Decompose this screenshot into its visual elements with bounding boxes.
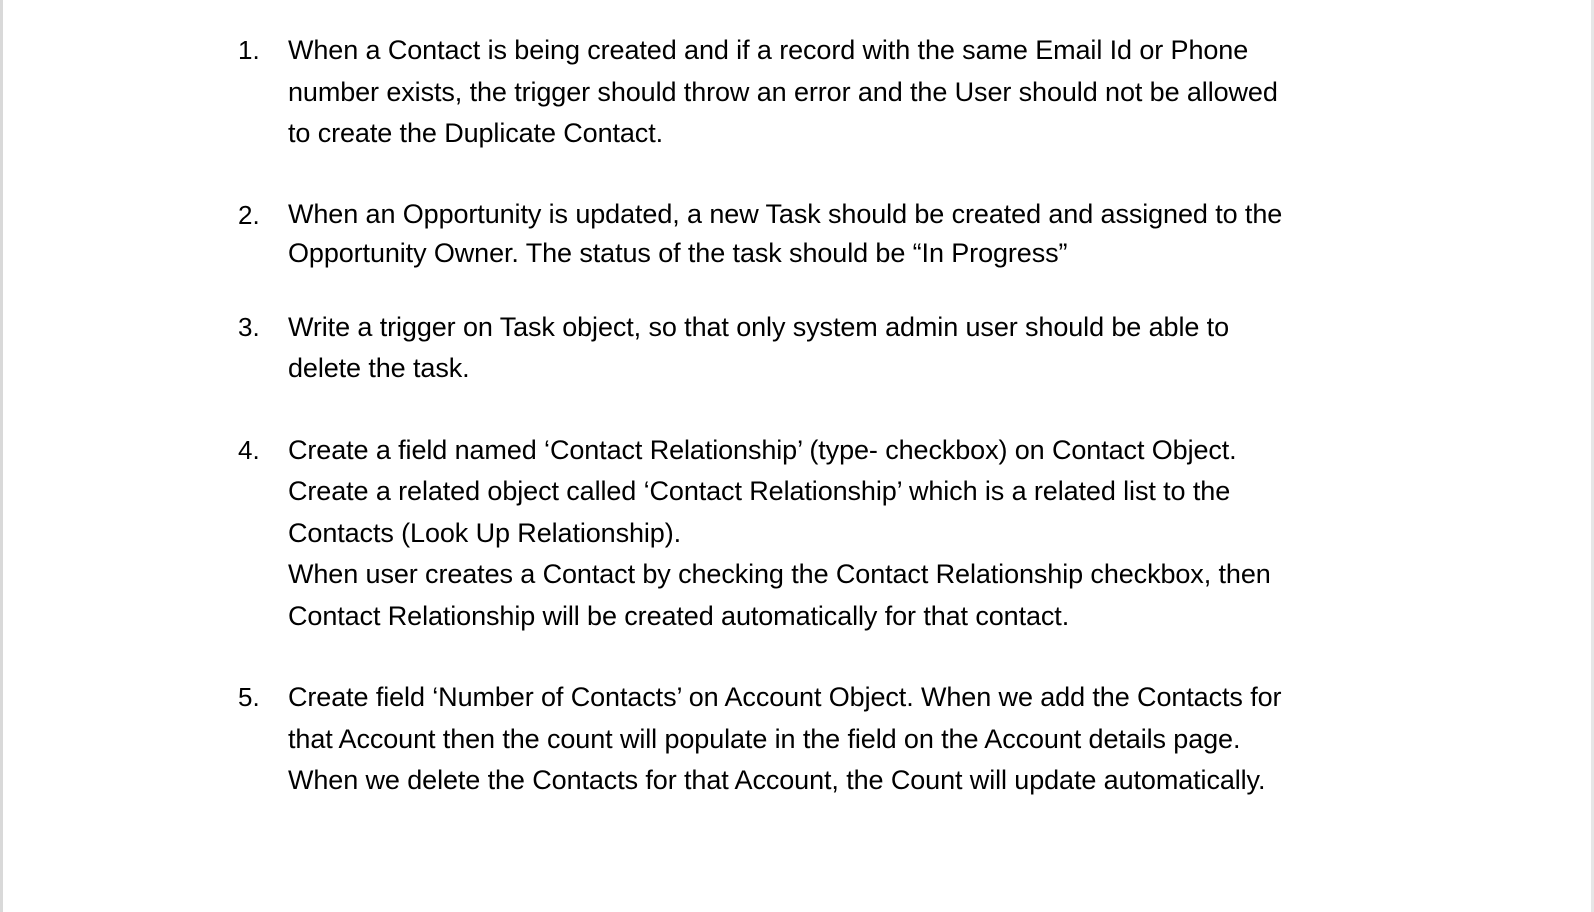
list-number: 3. [238, 311, 260, 342]
list-number: 5. [238, 682, 260, 712]
list-number: 1. [238, 35, 260, 65]
text-line: Contacts (Look Up Relationship). [288, 517, 681, 548]
text-line: that Account then the count will populate in the field on the Account details page. [288, 723, 1241, 754]
list-item [238, 677, 1378, 802]
text-line: When an Opportunity is updated, a new Task should be created and assigned to the [288, 198, 1283, 229]
text-line: Create field ‘Number of Contacts’ on Account Object. When we add the Contacts for [288, 682, 1282, 712]
list-item-text [288, 677, 1378, 802]
text-line: delete the task. [288, 353, 470, 383]
list-item [238, 30, 1378, 155]
list-item-text [288, 195, 1378, 273]
text-line: When user creates a Contact by checking the Contact Relationship checkbox, then [288, 559, 1271, 589]
list-item-text [288, 430, 1378, 638]
text-line: When we delete the Contacts for that Account, the Count will update automatically. [288, 765, 1266, 795]
text-line: Write a trigger on Task object, so that only system admin user should be able to [288, 311, 1229, 342]
text-line: When a Contact is being created and if a record with the same Email Id or Phone [288, 35, 1249, 65]
requirements-list [238, 30, 1378, 802]
list-item-text [288, 307, 1378, 390]
list-item [238, 195, 1378, 273]
list-number: 4. [238, 434, 260, 465]
text-line: Create a field named ‘Contact Relationship’ (type- checkbox) on Contact Object. [288, 434, 1237, 465]
list-number: 2. [238, 199, 260, 230]
page-left-border [0, 0, 3, 912]
text-line: Opportunity Owner. The status of the task should be “In Progress” [288, 237, 1068, 268]
text-line: number exists, the trigger should throw an error and the User should not be allowed [288, 76, 1278, 107]
text-line: Create a related object called ‘Contact Relationship’ which is a related list to the [288, 476, 1231, 506]
text-line: Contact Relationship will be created automatically for that contact. [288, 600, 1070, 631]
list-item [238, 430, 1378, 638]
list-item-text [288, 30, 1378, 155]
list-item [238, 307, 1378, 390]
text-line: to create the Duplicate Contact. [288, 118, 664, 148]
